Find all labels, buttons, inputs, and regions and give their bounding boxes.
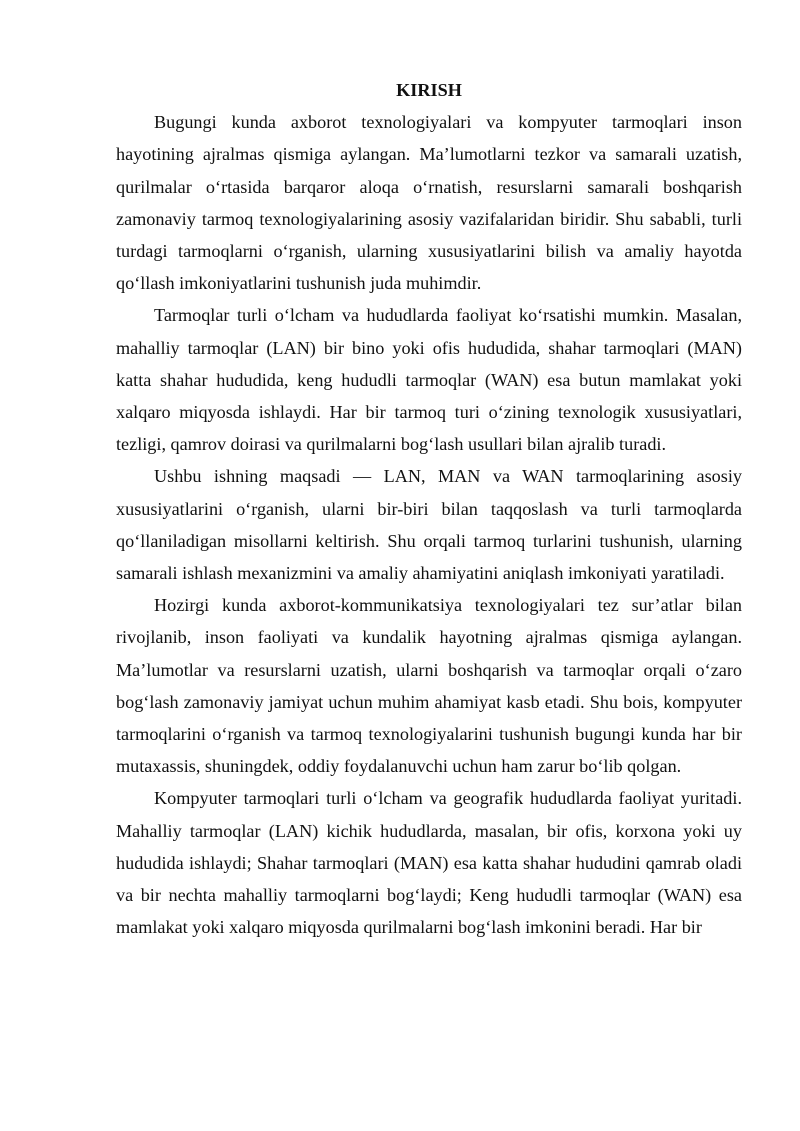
document-title: KIRISH xyxy=(396,80,462,100)
paragraph-4: Hozirgi kunda axborot-kommunikatsiya texnologiyalari tez sur’atlar bilan rivojlanib, inson faoliyati va kundalik hayotning ajralmas qismiga aylangan. Ma’lumotlar va resurslarni uzatish, ularni boshqarish va tarmoqlar orqali o‘zaro bog‘lash zamonaviy jamiyat uchun muhim ahamiyat kasb etadi. Shu bois, kompyuter tarmoqlarini o‘rganish va tarmoq texnologiyalarini tushunish bugungi kunda har bir mutaxassis, shuningdek, oddiy foydalanuvchi uchun ham zarur bo‘lib qolgan. xyxy=(116,595,742,777)
paragraph-5: Kompyuter tarmoqlari turli o‘lcham va geografik hududlarda faoliyat yuritadi. Mahalliy tarmoqlar (LAN) kichik hududlarda, masalan, bir ofis, korxona yoki uy hududida ishlaydi; Shahar tarmoqlari (MAN) esa katta shahar hududini qamrab oladi va bir nechta mahalliy tarmoqlarni bog‘laydi; Keng hududli tarmoqlar (WAN) esa mamlakat yoki xalqaro miqyosda qurilmalarni bog‘lash imkonini beradi. Har bir xyxy=(116,788,742,938)
paragraph-3: Ushbu ishning maqsadi — LAN, MAN va WAN tarmoqlarining asosiy xususiyatlarini o‘rganish, ularni bir-biri bilan taqqoslash va turli tarmoqlarda qo‘llaniladigan misollarni keltirish. Shu orqali tarmoq turlarini tushunish, ularning samarali ishlash mexanizmini va amaliy ahamiyatini aniqlash imkoniyati yaratiladi. xyxy=(116,466,742,584)
paragraph-2: Tarmoqlar turli o‘lcham va hududlarda faoliyat ko‘rsatishi mumkin. Masalan, mahalliy tarmoqlar (LAN) bir bino yoki ofis hududida, shahar tarmoqlari (MAN) katta shahar hududida, keng hududli tarmoqlar (WAN) esa butun mamlakat yoki xalqaro miqyosda ishlaydi. Har bir tarmoq turi o‘zining texnologik xususiyatlari, tezligi, qamrov doirasi va qurilmalarni bog‘lash usullari bilan ajralib turadi. xyxy=(116,305,742,455)
paragraph-1: Bugungi kunda axborot texnologiyalari va kompyuter tarmoqlari inson hayotining ajralmas qismiga aylangan. Ma’lumotlarni tezkor va samarali uzatish, qurilmalar o‘rtasida barqaror aloqa o‘rnatish, resurslarni samarali boshqarish zamonaviy tarmoq texnologiyalarining asosiy vazifalaridan biridir. Shu sababli, turli turdagi tarmoqlarni o‘rganish, ularning xususiyatlarini bilish va amaliy hayotda qo‘llash imkoniyatlarini tushunish juda muhimdir. xyxy=(116,112,742,294)
document-page xyxy=(116,74,742,943)
